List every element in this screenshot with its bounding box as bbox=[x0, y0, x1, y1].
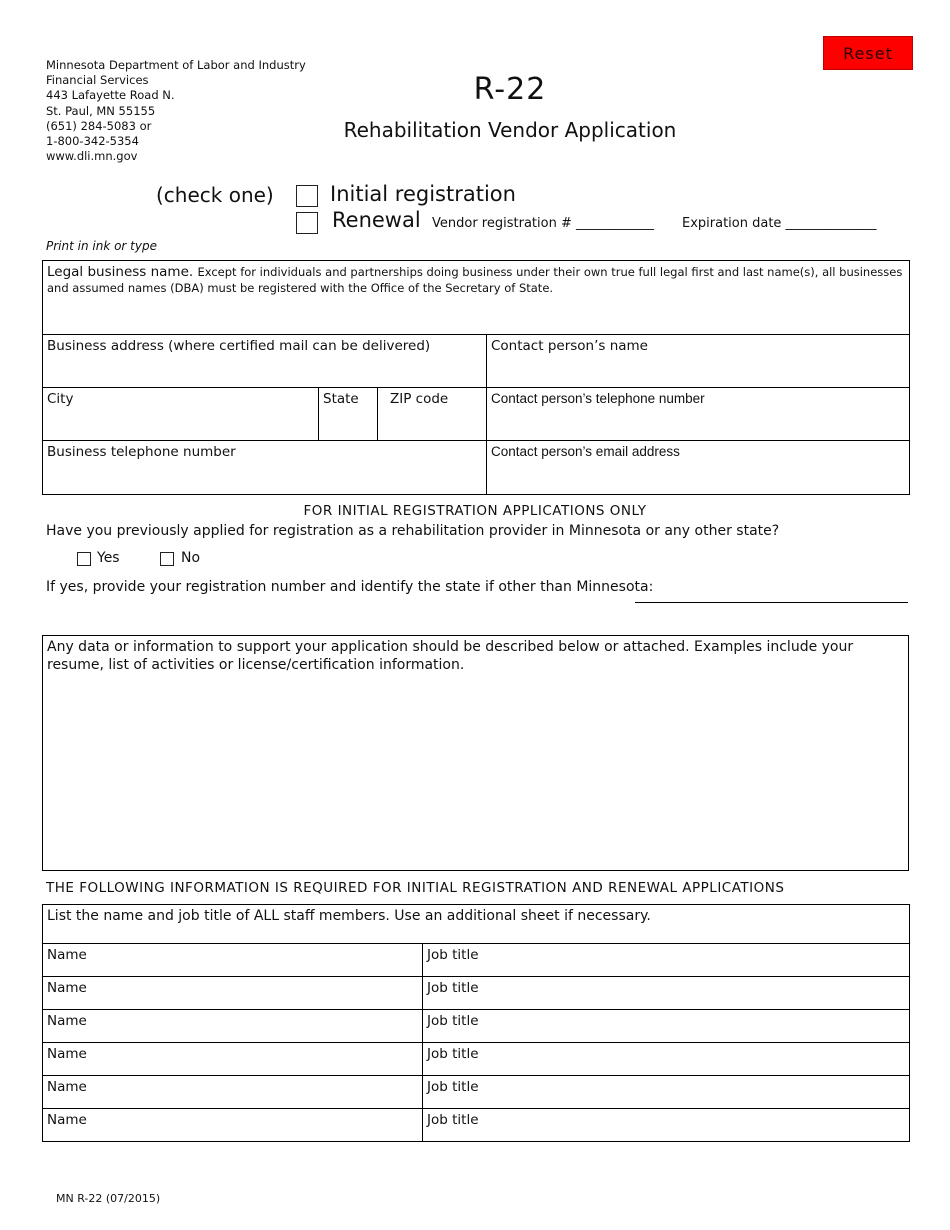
vendor-registration-field[interactable]: Vendor registration # ____________ bbox=[432, 216, 654, 231]
initial-registration-label: Initial registration bbox=[330, 182, 516, 206]
agency-line: (651) 284-5083 or bbox=[46, 118, 152, 133]
state-field[interactable] bbox=[319, 388, 378, 441]
contact-name-label: Contact person’s name bbox=[491, 338, 648, 354]
form-footer: MN R-22 (07/2015) bbox=[56, 1192, 161, 1205]
renewal-checkbox[interactable] bbox=[296, 212, 318, 234]
staff-name-field[interactable]: Name bbox=[43, 977, 423, 1010]
zip-label: ZIP code bbox=[390, 391, 449, 407]
legal-business-name-note: Except for individuals and partnerships doing business under their own true full legal first and last name(s), all businesses and assumed names (DBA) must be registered with the Office of the Secretary of State. bbox=[47, 265, 903, 295]
form-id: R-22 bbox=[473, 72, 547, 107]
agency-line: Financial Services bbox=[46, 73, 149, 88]
contact-phone-label: Contact person’s telephone number bbox=[491, 391, 705, 406]
contact-phone-field[interactable] bbox=[487, 388, 910, 441]
yes-checkbox[interactable] bbox=[77, 552, 91, 566]
agency-line: www.dli.mn.gov bbox=[46, 149, 138, 164]
contact-email-label: Contact person’s email address bbox=[491, 444, 680, 459]
legal-business-name-field[interactable] bbox=[43, 261, 910, 335]
business-info-table bbox=[42, 260, 910, 495]
form-title: Rehabilitation Vendor Application bbox=[343, 118, 677, 142]
staff-job-title-field[interactable]: Job title bbox=[423, 1076, 910, 1109]
business-phone-field[interactable] bbox=[43, 441, 487, 495]
staff-name-field[interactable]: Name bbox=[43, 1010, 423, 1043]
supporting-information-text: Any data or information to support your application should be described below or attached. Examples include your resume, list of activities or license/certification information. bbox=[47, 639, 854, 673]
contact-email-field[interactable] bbox=[487, 441, 910, 495]
staff-job-title-field[interactable]: Job title bbox=[423, 1109, 910, 1142]
agency-line: Minnesota Department of Labor and Industry bbox=[46, 58, 306, 72]
renewal-label: Renewal bbox=[332, 208, 421, 232]
print-note: Print in ink or type bbox=[46, 239, 157, 253]
if-yes-label: If yes, provide your registration number and identify the state if other than Minnesota: bbox=[46, 579, 654, 595]
check-one-label: (check one) bbox=[156, 183, 274, 207]
no-label: No bbox=[181, 550, 201, 566]
staff-instruction: List the name and job title of ALL staff members. Use an additional sheet if necessary. bbox=[43, 905, 910, 944]
staff-table bbox=[42, 904, 910, 1142]
staff-section-heading: THE FOLLOWING INFORMATION IS REQUIRED FOR INITIAL REGISTRATION AND RENEWAL APPLICATIONS bbox=[46, 880, 785, 896]
state-label: State bbox=[323, 391, 359, 407]
city-label: City bbox=[47, 391, 74, 407]
supporting-information-box[interactable] bbox=[42, 635, 909, 871]
expiration-date-field[interactable]: Expiration date ______________ bbox=[682, 216, 877, 231]
staff-job-title-field[interactable]: Job title bbox=[423, 977, 910, 1010]
business-address-label: Business address (where certified mail can be delivered) bbox=[47, 338, 431, 354]
staff-job-title-field[interactable]: Job title bbox=[423, 1043, 910, 1076]
staff-name-field[interactable]: Name bbox=[43, 1076, 423, 1109]
previous-application-question: Have you previously applied for registration as a rehabilitation provider in Minnesota or any other state? bbox=[46, 523, 780, 539]
agency-line: 443 Lafayette Road N. bbox=[46, 88, 175, 103]
agency-line: St. Paul, MN 55155 bbox=[46, 103, 156, 118]
no-checkbox[interactable] bbox=[160, 552, 174, 566]
yes-label: Yes bbox=[97, 550, 120, 566]
zip-field[interactable] bbox=[378, 388, 487, 441]
staff-job-title-field[interactable]: Job title bbox=[423, 1010, 910, 1043]
contact-name-field[interactable] bbox=[487, 335, 910, 388]
legal-business-name-label: Legal business name. bbox=[47, 264, 194, 280]
initial-registration-checkbox[interactable] bbox=[296, 185, 318, 207]
staff-name-field[interactable]: Name bbox=[43, 944, 423, 977]
city-field[interactable] bbox=[43, 388, 319, 441]
agency-address bbox=[46, 58, 306, 164]
agency-line: 1-800-342-5354 bbox=[46, 134, 139, 149]
staff-job-title-field[interactable]: Job title bbox=[423, 944, 910, 977]
initial-section-heading: FOR INITIAL REGISTRATION APPLICATIONS ONLY bbox=[303, 503, 647, 519]
business-phone-label: Business telephone number bbox=[47, 444, 236, 460]
previous-registration-input[interactable] bbox=[635, 582, 908, 603]
staff-name-field[interactable]: Name bbox=[43, 1109, 423, 1142]
staff-name-field[interactable]: Name bbox=[43, 1043, 423, 1076]
business-address-field[interactable] bbox=[43, 335, 487, 388]
reset-button[interactable]: Reset bbox=[823, 36, 913, 70]
